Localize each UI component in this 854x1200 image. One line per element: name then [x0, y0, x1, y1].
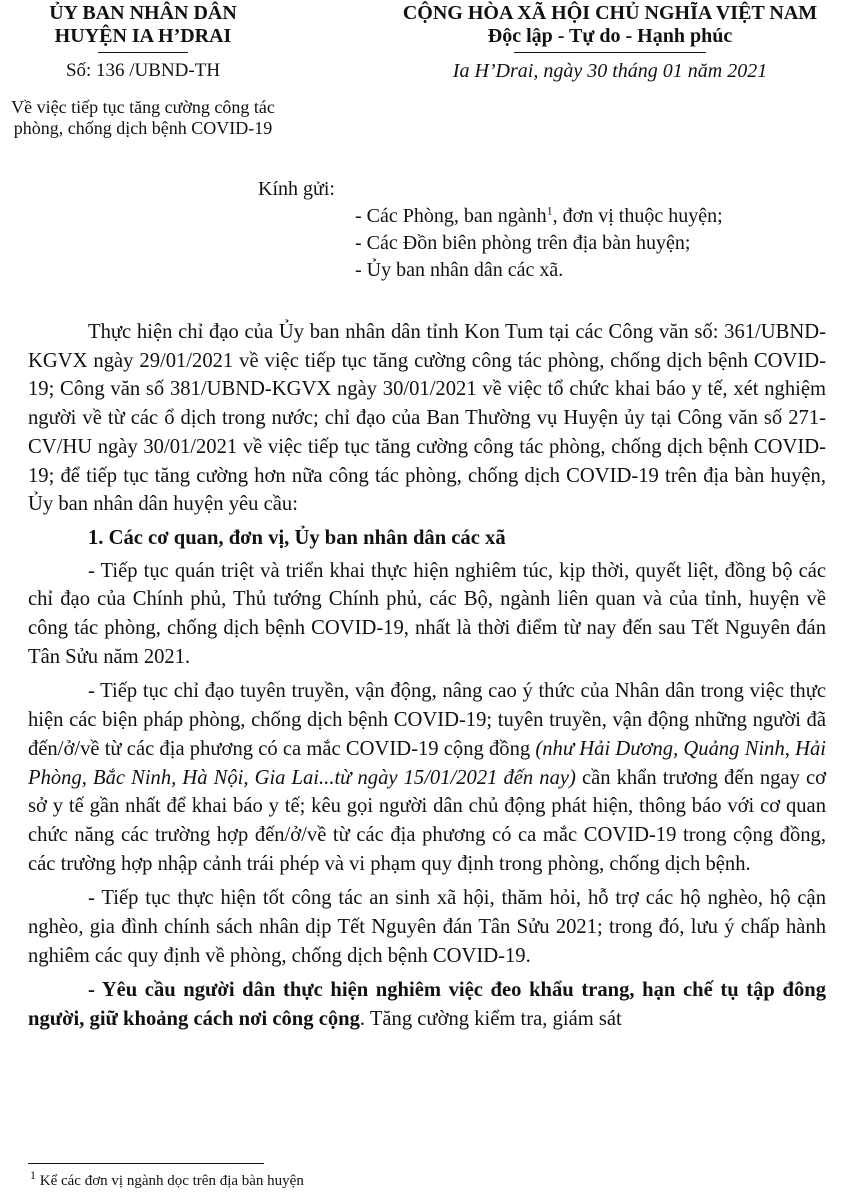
subject-line2: phòng, chống dịch bệnh COVID-19: [13, 118, 273, 138]
intro-paragraph: Thực hiện chỉ đạo của Ủy ban nhân dân tỉnh Kon Tum tại các Công văn số: 361/UBND-KGVX ngày 29/01/2021 về việc tiếp tục tăng cường công tác phòng, chống dịch bệnh COVID-19; Công văn số 381/UBND-KGVX ngày 30/01/2021 về việc tổ chức khai báo y tế, xét nghiệm người về từ các ổ dịch trong nước; chỉ đạo của Ban Thường vụ Huyện ủy tại Công văn số 271-CV/HU ngày 30/01/2021 về việc tiếp tục tăng cường công tác phòng, chống dịch bệnh COVID-19; để tiếp tục tăng cường hơn nữa công tác phòng, chống dịch COVID-19 trên địa bàn huyện, Ủy ban nhân dân huyện yêu cầu:: [28, 321, 826, 516]
recipient-item: - Các Đồn biên phòng trên địa bàn huyện;: [355, 232, 691, 254]
footnote-rule: [28, 1163, 264, 1164]
body-paragraph: - Tiếp tục quán triệt và triển khai thực hiện nghiêm túc, kịp thời, quyết liệt, đồng bộ các chỉ đạo của Chính phủ, Thủ tướng Chính phủ, các Bộ, ngành liên quan và của tỉnh, huyện về công tác phòng, chống dịch bệnh COVID-19, nhất là thời điểm từ nay đến sau Tết Nguyên đán Tân Sửu năm 2021.: [28, 559, 826, 668]
footnote-ref: 1: [546, 203, 553, 218]
national-motto: Độc lập - Tự do - Hạnh phúc: [487, 25, 733, 47]
national-title: CỘNG HÒA XÃ HỘI CHỦ NGHĨA VIỆT NAM: [402, 2, 818, 24]
agency-name-line2: HUYỆN IA H’DRAI: [54, 25, 232, 47]
body-paragraph: - Tiếp tục chỉ đạo tuyên truyền, vận động, nâng cao ý thức của Nhân dân trong việc thực hiện các biện pháp phòng, chống dịch bệnh COVID-19; tuyên truyền, vận động những người đã đến/ở/về từ các địa phương có ca mắc COVID-19 cộng đồng (như Hải Dương, Quảng Ninh, Hải Phòng, Bắc Ninh, Hà Nội, Gia Lai...từ ngày 15/01/2021 đến nay) cần khẩn trương đến ngay cơ sở y tế gần nhất để khai báo y tế; kêu gọi người dân chủ động phát hiện, thông báo với cơ quan chức năng các trường hợp đến/ở/về từ các địa phương có ca mắc COVID-19 trong cộng đồng, các trường hợp nhập cảnh trái phép và vi phạm quy định trong phòng, chống dịch bệnh.: [28, 680, 826, 875]
place-date: Ia H’Drai, ngày 30 tháng 01 năm 2021: [452, 60, 768, 82]
agency-underline: [98, 52, 188, 53]
body-paragraph: - Yêu cầu người dân thực hiện nghiêm việc đeo khẩu trang, hạn chế tụ tập đông người, giữ khoảng cách nơi công cộng. Tăng cường kiểm tra, giám sát: [28, 979, 826, 1031]
recipient-item: - Ủy ban nhân dân các xã.: [355, 259, 564, 281]
body-paragraph: - Tiếp tục thực hiện tốt công tác an sinh xã hội, thăm hỏi, hỗ trợ các hộ nghèo, hộ cận nghèo, gia đình chính sách nhân dịp Tết Nguyên đán Tân Sửu 2021; trong đó, lưu ý chấp hành nghiêm các quy định về phòng, chống dịch bệnh COVID-19.: [28, 887, 826, 967]
italic-locations: (như Hải Dương, Quảng Ninh, Hải Phòng, Bắc Ninh, Hà Nội, Gia Lai...từ ngày 15/01/2021 đến nay): [28, 737, 826, 789]
recipient-item: - Các Phòng, ban ngành$^1$, đơn vị thuộc huyện;: [355, 203, 723, 227]
agency-name-line1: ỦY BAN NHÂN DÂN: [49, 2, 237, 24]
motto-underline: [514, 52, 706, 53]
section-heading: 1. Các cơ quan, đơn vị, Ủy ban nhân dân các xã: [88, 526, 506, 549]
subject-line1: Về việc tiếp tục tăng cường công tác: [11, 97, 275, 117]
document-body: [28, 318, 826, 1034]
recipients-label: Kính gửi:: [258, 178, 335, 200]
footnote: $^1$ Kể các đơn vị ngành dọc trên địa bàn huyện: [30, 1168, 304, 1189]
document-number: Số: 136 /UBND-TH: [65, 60, 221, 81]
bold-requirement: - Yêu cầu người dân thực hiện nghiêm việc đeo khẩu trang, hạn chế tụ tập đông người, giữ khoảng cách nơi công cộng: [28, 979, 826, 1031]
